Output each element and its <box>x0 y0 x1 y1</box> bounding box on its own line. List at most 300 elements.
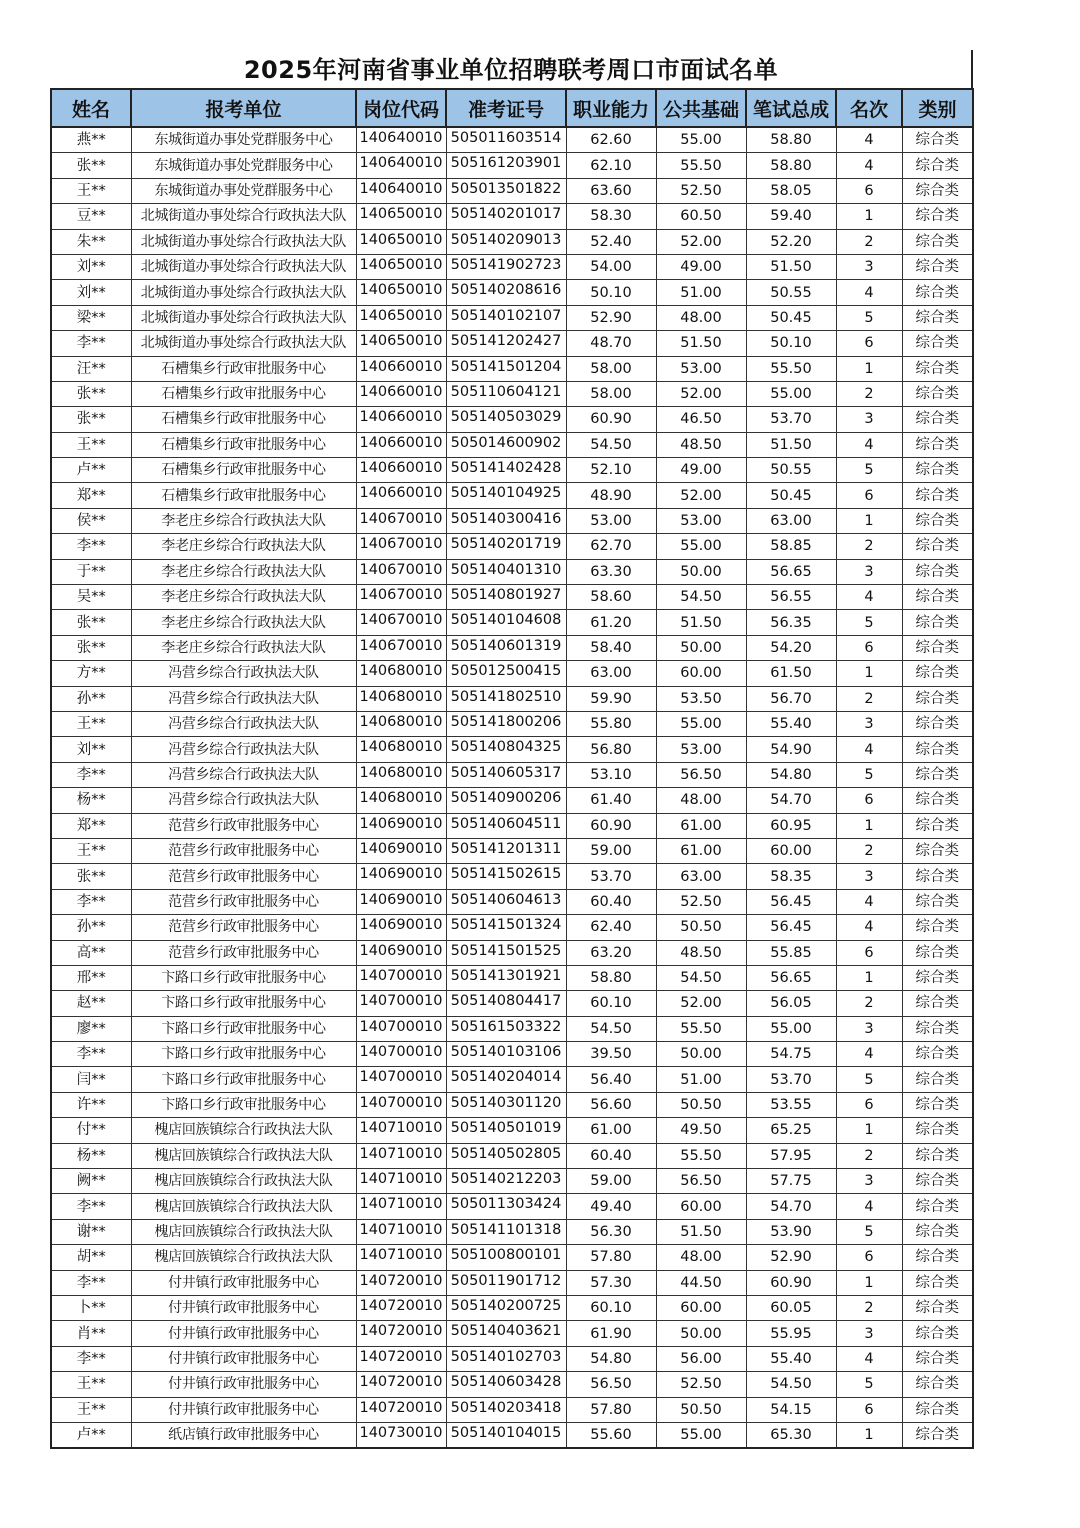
unit-cell: 范营乡行政审批服务中心 <box>131 889 356 914</box>
written-total-cell: 58.05 <box>746 178 836 203</box>
column-header-public-basics: 公共基础 <box>656 89 746 127</box>
vocational-ability-cell: 54.50 <box>566 1016 656 1041</box>
position-code-cell: 140720010 <box>356 1397 446 1422</box>
unit-cell: 冯营乡综合行政执法大队 <box>131 762 356 787</box>
public-basics-cell: 61.00 <box>656 813 746 838</box>
rank-cell: 5 <box>836 305 902 330</box>
public-basics-cell: 55.00 <box>656 127 746 153</box>
exam-id-cell: 505140605317 <box>446 762 566 787</box>
category-cell: 综合类 <box>902 356 973 381</box>
public-basics-cell: 54.50 <box>656 965 746 990</box>
unit-cell: 槐店回族镇综合行政执法大队 <box>131 1169 356 1194</box>
rank-cell: 1 <box>836 965 902 990</box>
rank-cell: 2 <box>836 991 902 1016</box>
name-cell: 朱** <box>51 229 131 254</box>
exam-id-cell: 505140403621 <box>446 1321 566 1346</box>
written-total-cell: 50.45 <box>746 305 836 330</box>
rank-cell: 2 <box>836 534 902 559</box>
unit-cell: 冯营乡综合行政执法大队 <box>131 788 356 813</box>
vocational-ability-cell: 54.00 <box>566 254 656 279</box>
public-basics-cell: 53.00 <box>656 356 746 381</box>
public-basics-cell: 50.00 <box>656 1321 746 1346</box>
written-total-cell: 51.50 <box>746 432 836 457</box>
vocational-ability-cell: 49.40 <box>566 1194 656 1219</box>
table-row <box>51 305 973 330</box>
column-header-exam-id: 准考证号 <box>446 89 566 127</box>
category-cell: 综合类 <box>902 534 973 559</box>
position-code-cell: 140670010 <box>356 610 446 635</box>
public-basics-cell: 55.00 <box>656 1422 746 1448</box>
public-basics-cell: 48.00 <box>656 788 746 813</box>
exam-id-cell: 505161503322 <box>446 1016 566 1041</box>
name-cell: 王** <box>51 711 131 736</box>
unit-cell: 槐店回族镇综合行政执法大队 <box>131 1194 356 1219</box>
public-basics-cell: 48.50 <box>656 432 746 457</box>
category-cell: 综合类 <box>902 661 973 686</box>
position-code-cell: 140690010 <box>356 813 446 838</box>
unit-cell: 石槽集乡行政审批服务中心 <box>131 483 356 508</box>
name-cell: 胡** <box>51 1245 131 1270</box>
name-cell: 李** <box>51 1270 131 1295</box>
name-cell: 郑** <box>51 483 131 508</box>
position-code-cell: 140700010 <box>356 965 446 990</box>
category-cell: 综合类 <box>902 788 973 813</box>
position-code-cell: 140660010 <box>356 483 446 508</box>
category-cell: 综合类 <box>902 1016 973 1041</box>
written-total-cell: 56.35 <box>746 610 836 635</box>
name-cell: 郑** <box>51 813 131 838</box>
written-total-cell: 52.20 <box>746 229 836 254</box>
public-basics-cell: 56.50 <box>656 762 746 787</box>
written-total-cell: 50.10 <box>746 331 836 356</box>
vocational-ability-cell: 53.00 <box>566 508 656 533</box>
rank-cell: 1 <box>836 356 902 381</box>
name-cell: 李** <box>51 331 131 356</box>
position-code-cell: 140660010 <box>356 407 446 432</box>
position-code-cell: 140670010 <box>356 559 446 584</box>
category-cell: 综合类 <box>902 458 973 483</box>
rank-cell: 3 <box>836 1169 902 1194</box>
table-row <box>51 381 973 406</box>
category-cell: 综合类 <box>902 1067 973 1092</box>
exam-id-cell: 505140200725 <box>446 1295 566 1320</box>
unit-cell: 冯营乡综合行政执法大队 <box>131 686 356 711</box>
table-row <box>51 1194 973 1219</box>
exam-id-cell: 505141902723 <box>446 254 566 279</box>
position-code-cell: 140700010 <box>356 1016 446 1041</box>
public-basics-cell: 53.00 <box>656 737 746 762</box>
exam-id-cell: 505141501204 <box>446 356 566 381</box>
exam-id-cell: 505140104608 <box>446 610 566 635</box>
written-total-cell: 56.65 <box>746 559 836 584</box>
unit-cell: 卞路口乡行政审批服务中心 <box>131 1016 356 1041</box>
public-basics-cell: 52.00 <box>656 229 746 254</box>
interview-table <box>50 88 974 1449</box>
name-cell: 豆** <box>51 204 131 229</box>
written-total-cell: 56.70 <box>746 686 836 711</box>
table-row <box>51 432 973 457</box>
category-cell: 综合类 <box>902 737 973 762</box>
category-cell: 综合类 <box>902 1092 973 1117</box>
table-row <box>51 1422 973 1448</box>
rank-cell: 4 <box>836 915 902 940</box>
name-cell: 孙** <box>51 686 131 711</box>
position-code-cell: 140660010 <box>356 381 446 406</box>
unit-cell: 付井镇行政审批服务中心 <box>131 1397 356 1422</box>
public-basics-cell: 60.00 <box>656 661 746 686</box>
table-row <box>51 1219 973 1244</box>
rank-cell: 3 <box>836 1016 902 1041</box>
category-cell: 综合类 <box>902 1042 973 1067</box>
exam-id-cell: 505140104015 <box>446 1422 566 1448</box>
position-code-cell: 140730010 <box>356 1422 446 1448</box>
unit-cell: 槐店回族镇综合行政执法大队 <box>131 1143 356 1168</box>
name-cell: 李** <box>51 1346 131 1371</box>
name-cell: 汪** <box>51 356 131 381</box>
table-row <box>51 915 973 940</box>
public-basics-cell: 51.50 <box>656 1219 746 1244</box>
written-total-cell: 51.50 <box>746 254 836 279</box>
unit-cell: 东城街道办事处党群服务中心 <box>131 127 356 153</box>
public-basics-cell: 44.50 <box>656 1270 746 1295</box>
table-row <box>51 965 973 990</box>
exam-id-cell: 505011303424 <box>446 1194 566 1219</box>
position-code-cell: 140690010 <box>356 915 446 940</box>
unit-cell: 付井镇行政审批服务中心 <box>131 1321 356 1346</box>
table-row <box>51 1016 973 1041</box>
vocational-ability-cell: 60.10 <box>566 991 656 1016</box>
table-row <box>51 1245 973 1270</box>
table-row <box>51 1092 973 1117</box>
vocational-ability-cell: 55.60 <box>566 1422 656 1448</box>
table-row <box>51 889 973 914</box>
position-code-cell: 140650010 <box>356 305 446 330</box>
position-code-cell: 140710010 <box>356 1118 446 1143</box>
public-basics-cell: 61.00 <box>656 838 746 863</box>
exam-id-cell: 505140804417 <box>446 991 566 1016</box>
table-row <box>51 661 973 686</box>
public-basics-cell: 52.50 <box>656 178 746 203</box>
vocational-ability-cell: 53.70 <box>566 864 656 889</box>
name-cell: 卜** <box>51 1295 131 1320</box>
vocational-ability-cell: 62.10 <box>566 153 656 178</box>
unit-cell: 北城街道办事处综合行政执法大队 <box>131 280 356 305</box>
rank-cell: 6 <box>836 483 902 508</box>
public-basics-cell: 52.50 <box>656 1372 746 1397</box>
category-cell: 综合类 <box>902 965 973 990</box>
public-basics-cell: 60.50 <box>656 204 746 229</box>
position-code-cell: 140670010 <box>356 534 446 559</box>
table-row <box>51 331 973 356</box>
public-basics-cell: 48.00 <box>656 305 746 330</box>
name-cell: 方** <box>51 661 131 686</box>
rank-cell: 4 <box>836 432 902 457</box>
table-body <box>51 127 973 1448</box>
vocational-ability-cell: 52.90 <box>566 305 656 330</box>
table-row <box>51 483 973 508</box>
exam-id-cell: 505140603428 <box>446 1372 566 1397</box>
category-cell: 综合类 <box>902 1397 973 1422</box>
written-total-cell: 53.90 <box>746 1219 836 1244</box>
vocational-ability-cell: 62.70 <box>566 534 656 559</box>
table-row <box>51 1118 973 1143</box>
category-cell: 综合类 <box>902 813 973 838</box>
position-code-cell: 140680010 <box>356 711 446 736</box>
name-cell: 李** <box>51 534 131 559</box>
category-cell: 综合类 <box>902 940 973 965</box>
exam-id-cell: 505140300416 <box>446 508 566 533</box>
position-code-cell: 140670010 <box>356 635 446 660</box>
vocational-ability-cell: 39.50 <box>566 1042 656 1067</box>
unit-cell: 石槽集乡行政审批服务中心 <box>131 407 356 432</box>
public-basics-cell: 53.50 <box>656 686 746 711</box>
unit-cell: 北城街道办事处综合行政执法大队 <box>131 229 356 254</box>
name-cell: 肖** <box>51 1321 131 1346</box>
position-code-cell: 140700010 <box>356 991 446 1016</box>
vocational-ability-cell: 59.90 <box>566 686 656 711</box>
category-cell: 综合类 <box>902 635 973 660</box>
rank-cell: 4 <box>836 1194 902 1219</box>
column-header-written-total: 笔试总成 <box>746 89 836 127</box>
exam-id-cell: 505140601319 <box>446 635 566 660</box>
exam-id-cell: 505100800101 <box>446 1245 566 1270</box>
public-basics-cell: 55.50 <box>656 1016 746 1041</box>
table-row <box>51 153 973 178</box>
vocational-ability-cell: 60.40 <box>566 889 656 914</box>
written-total-cell: 57.75 <box>746 1169 836 1194</box>
table-row <box>51 508 973 533</box>
exam-id-cell: 505140503029 <box>446 407 566 432</box>
rank-cell: 4 <box>836 1346 902 1371</box>
rank-cell: 4 <box>836 889 902 914</box>
exam-id-cell: 505140604613 <box>446 889 566 914</box>
vocational-ability-cell: 60.40 <box>566 1143 656 1168</box>
written-total-cell: 54.80 <box>746 762 836 787</box>
written-total-cell: 58.80 <box>746 127 836 153</box>
category-cell: 综合类 <box>902 254 973 279</box>
table-row <box>51 1169 973 1194</box>
rank-cell: 3 <box>836 711 902 736</box>
name-cell: 燕** <box>51 127 131 153</box>
name-cell: 阙** <box>51 1169 131 1194</box>
vocational-ability-cell: 58.60 <box>566 585 656 610</box>
unit-cell: 卞路口乡行政审批服务中心 <box>131 1092 356 1117</box>
category-cell: 综合类 <box>902 508 973 533</box>
exam-id-cell: 505140103106 <box>446 1042 566 1067</box>
position-code-cell: 140710010 <box>356 1194 446 1219</box>
written-total-cell: 50.55 <box>746 458 836 483</box>
exam-id-cell: 505140204014 <box>446 1067 566 1092</box>
rank-cell: 3 <box>836 559 902 584</box>
position-code-cell: 140640010 <box>356 153 446 178</box>
unit-cell: 石槽集乡行政审批服务中心 <box>131 381 356 406</box>
vocational-ability-cell: 56.30 <box>566 1219 656 1244</box>
table-row <box>51 991 973 1016</box>
exam-id-cell: 505140401310 <box>446 559 566 584</box>
table-row <box>51 737 973 762</box>
written-total-cell: 60.00 <box>746 838 836 863</box>
category-cell: 综合类 <box>902 1346 973 1371</box>
public-basics-cell: 48.50 <box>656 940 746 965</box>
public-basics-cell: 52.00 <box>656 483 746 508</box>
category-cell: 综合类 <box>902 991 973 1016</box>
unit-cell: 卞路口乡行政审批服务中心 <box>131 991 356 1016</box>
table-row <box>51 1042 973 1067</box>
public-basics-cell: 46.50 <box>656 407 746 432</box>
position-code-cell: 140660010 <box>356 458 446 483</box>
written-total-cell: 54.70 <box>746 788 836 813</box>
unit-cell: 李老庄乡综合行政执法大队 <box>131 559 356 584</box>
exam-id-cell: 505012500415 <box>446 661 566 686</box>
public-basics-cell: 55.00 <box>656 711 746 736</box>
exam-id-cell: 505140209013 <box>446 229 566 254</box>
vocational-ability-cell: 56.50 <box>566 1372 656 1397</box>
category-cell: 综合类 <box>902 407 973 432</box>
vocational-ability-cell: 62.60 <box>566 127 656 153</box>
position-code-cell: 140680010 <box>356 737 446 762</box>
name-cell: 王** <box>51 432 131 457</box>
exam-id-cell: 505140104925 <box>446 483 566 508</box>
exam-id-cell: 505140201017 <box>446 204 566 229</box>
unit-cell: 付井镇行政审批服务中心 <box>131 1270 356 1295</box>
category-cell: 综合类 <box>902 1245 973 1270</box>
name-cell: 孙** <box>51 915 131 940</box>
position-code-cell: 140680010 <box>356 686 446 711</box>
rank-cell: 2 <box>836 381 902 406</box>
name-cell: 张** <box>51 381 131 406</box>
rank-cell: 6 <box>836 1397 902 1422</box>
exam-id-cell: 505141201311 <box>446 838 566 863</box>
public-basics-cell: 49.50 <box>656 1118 746 1143</box>
unit-cell: 李老庄乡综合行政执法大队 <box>131 534 356 559</box>
public-basics-cell: 50.50 <box>656 1092 746 1117</box>
vocational-ability-cell: 58.00 <box>566 356 656 381</box>
rank-cell: 5 <box>836 762 902 787</box>
vocational-ability-cell: 48.90 <box>566 483 656 508</box>
exam-id-cell: 505141501324 <box>446 915 566 940</box>
exam-id-cell: 505140900206 <box>446 788 566 813</box>
vocational-ability-cell: 58.30 <box>566 204 656 229</box>
table-row <box>51 407 973 432</box>
category-cell: 综合类 <box>902 1321 973 1346</box>
unit-cell: 槐店回族镇综合行政执法大队 <box>131 1118 356 1143</box>
name-cell: 侯** <box>51 508 131 533</box>
interview-list-sheet <box>50 50 974 1449</box>
name-cell: 刘** <box>51 280 131 305</box>
unit-cell: 付井镇行政审批服务中心 <box>131 1372 356 1397</box>
table-row <box>51 204 973 229</box>
table-row <box>51 788 973 813</box>
public-basics-cell: 60.00 <box>656 1194 746 1219</box>
name-cell: 闫** <box>51 1067 131 1092</box>
position-code-cell: 140720010 <box>356 1270 446 1295</box>
unit-cell: 范营乡行政审批服务中心 <box>131 864 356 889</box>
vocational-ability-cell: 61.40 <box>566 788 656 813</box>
name-cell: 李** <box>51 1042 131 1067</box>
written-total-cell: 54.75 <box>746 1042 836 1067</box>
position-code-cell: 140650010 <box>356 280 446 305</box>
name-cell: 王** <box>51 1397 131 1422</box>
page-title: 2025年河南省事业单位招聘联考周口市面试名单 <box>243 56 779 84</box>
exam-id-cell: 505140604511 <box>446 813 566 838</box>
unit-cell: 北城街道办事处综合行政执法大队 <box>131 305 356 330</box>
position-code-cell: 140670010 <box>356 508 446 533</box>
vocational-ability-cell: 56.80 <box>566 737 656 762</box>
exam-id-cell: 505141802510 <box>446 686 566 711</box>
position-code-cell: 140690010 <box>356 864 446 889</box>
name-cell: 刘** <box>51 737 131 762</box>
name-cell: 王** <box>51 178 131 203</box>
rank-cell: 2 <box>836 686 902 711</box>
position-code-cell: 140640010 <box>356 178 446 203</box>
category-cell: 综合类 <box>902 1422 973 1448</box>
unit-cell: 付井镇行政审批服务中心 <box>131 1346 356 1371</box>
name-cell: 王** <box>51 838 131 863</box>
exam-id-cell: 505140502805 <box>446 1143 566 1168</box>
public-basics-cell: 51.50 <box>656 610 746 635</box>
exam-id-cell: 505110604121 <box>446 381 566 406</box>
name-cell: 杨** <box>51 1143 131 1168</box>
rank-cell: 6 <box>836 1245 902 1270</box>
public-basics-cell: 50.00 <box>656 635 746 660</box>
name-cell: 张** <box>51 153 131 178</box>
public-basics-cell: 48.00 <box>656 1245 746 1270</box>
exam-id-cell: 505141800206 <box>446 711 566 736</box>
rank-cell: 2 <box>836 229 902 254</box>
exam-id-cell: 505141502615 <box>446 864 566 889</box>
written-total-cell: 55.85 <box>746 940 836 965</box>
public-basics-cell: 55.50 <box>656 1143 746 1168</box>
public-basics-cell: 51.00 <box>656 1067 746 1092</box>
name-cell: 付** <box>51 1118 131 1143</box>
public-basics-cell: 53.00 <box>656 508 746 533</box>
written-total-cell: 55.95 <box>746 1321 836 1346</box>
unit-cell: 卞路口乡行政审批服务中心 <box>131 1067 356 1092</box>
unit-cell: 李老庄乡综合行政执法大队 <box>131 508 356 533</box>
written-total-cell: 53.55 <box>746 1092 836 1117</box>
category-cell: 综合类 <box>902 432 973 457</box>
rank-cell: 1 <box>836 661 902 686</box>
exam-id-cell: 505140804325 <box>446 737 566 762</box>
position-code-cell: 140680010 <box>356 762 446 787</box>
public-basics-cell: 56.50 <box>656 1169 746 1194</box>
vocational-ability-cell: 63.00 <box>566 661 656 686</box>
vocational-ability-cell: 50.10 <box>566 280 656 305</box>
vocational-ability-cell: 58.40 <box>566 635 656 660</box>
written-total-cell: 65.30 <box>746 1422 836 1448</box>
unit-cell: 北城街道办事处综合行政执法大队 <box>131 254 356 279</box>
table-row <box>51 280 973 305</box>
public-basics-cell: 52.50 <box>656 889 746 914</box>
category-cell: 综合类 <box>902 229 973 254</box>
rank-cell: 2 <box>836 838 902 863</box>
table-row <box>51 178 973 203</box>
public-basics-cell: 50.50 <box>656 915 746 940</box>
written-total-cell: 56.65 <box>746 965 836 990</box>
rank-cell: 6 <box>836 788 902 813</box>
written-total-cell: 58.80 <box>746 153 836 178</box>
exam-id-cell: 505140102107 <box>446 305 566 330</box>
public-basics-cell: 55.00 <box>656 534 746 559</box>
name-cell: 王** <box>51 1372 131 1397</box>
vocational-ability-cell: 48.70 <box>566 331 656 356</box>
unit-cell: 石槽集乡行政审批服务中心 <box>131 458 356 483</box>
category-cell: 综合类 <box>902 1295 973 1320</box>
unit-cell: 冯营乡综合行政执法大队 <box>131 711 356 736</box>
column-header-vocational-ability: 职业能力 <box>566 89 656 127</box>
table-row <box>51 711 973 736</box>
written-total-cell: 55.50 <box>746 356 836 381</box>
